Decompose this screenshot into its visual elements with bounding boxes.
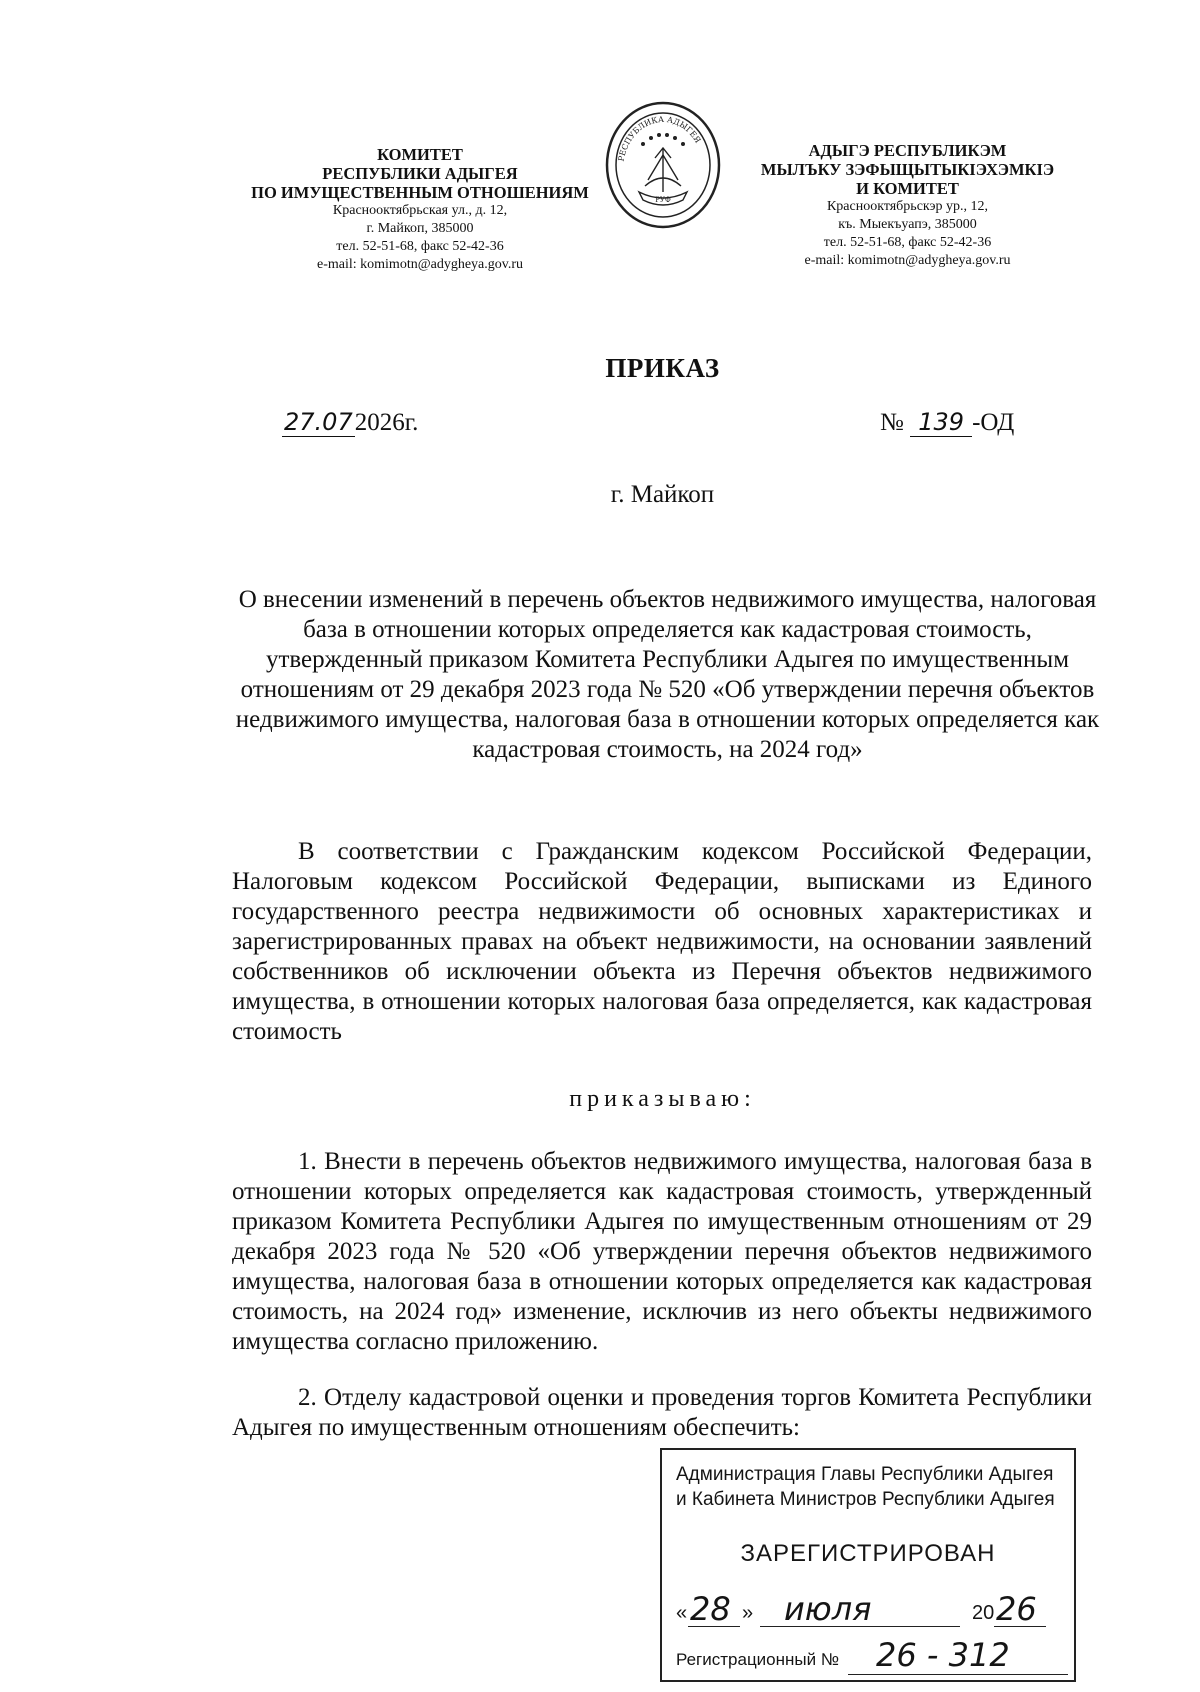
emblem-ribbon-text: РУФ — [655, 196, 671, 204]
stamp-open-quote: « — [676, 1602, 688, 1624]
org-name-line: КОМИТЕТ — [377, 145, 463, 164]
org-name-line: МЫЛЪКУ ЗЭФЫЩЫТЫКIЭХЭМКIЭ — [760, 160, 1055, 179]
stamp-reg-label: Регистрационный № — [676, 1650, 840, 1669]
city-name: г. Майкоп — [610, 481, 715, 508]
stamp-status: ЗАРЕГИСТРИРОВАН — [740, 1540, 996, 1567]
stamp-organization — [676, 1462, 1071, 1512]
order-subject: О внесении изменений в перечень объектов недвижимого имущества, налоговая база в отношении которых определяется как кадастровая стоимость, утвержденный приказом Комитета Республики Адыгея по имущественным отношениям от 29 декабря 2023 года № 520 «Об утверждении перечня объектов недвижимого имущества, налоговая база в отношении которых определяется как кадастровая стоимость, на 2024 год» — [235, 586, 1100, 763]
stamp-registration-number — [676, 1636, 1068, 1676]
stamp-reg-number: 26 - 312 — [876, 1636, 1010, 1674]
handwritten-number: 139 — [910, 408, 972, 437]
item-paragraph-1: 1. Внести в перечень объектов недвижимого имущества, налоговая база в отношении которых определяется как кадастровая стоимость, утвержденный приказом Комитета Республики Адыгея по имущественным отношениям от 29 декабря 2023 года № 520 «Об утверждении перечня объектов недвижимого имущества, налоговая база в отношении которых определяется как кадастровая стоимость, на 2024 год» изменение, исключив из него объекты недвижимого имущества согласно приложению. — [232, 1148, 1092, 1355]
email-line: e-mail: komimotn@adygheya.gov.ru — [804, 253, 1011, 268]
org-name-line: РЕСПУБЛИКИ АДЫГЕЯ — [322, 164, 518, 183]
stamp-date — [676, 1590, 1068, 1630]
stamp-month: июля — [784, 1590, 872, 1628]
phone-line: тел. 52-51-68, факс 52-42-36 — [823, 235, 992, 250]
registration-stamp — [660, 1448, 1076, 1682]
directive-word: приказываю: — [569, 1086, 756, 1112]
number-suffix: -ОД — [972, 409, 1015, 436]
order-year: 2026г. — [354, 409, 419, 436]
handwritten-date: 27.07 — [284, 408, 353, 436]
stamp-close-quote: » — [742, 1602, 754, 1624]
org-name-line: И КОМИТЕТ — [856, 179, 959, 198]
email-line: e-mail: komimotn@adygheya.gov.ru — [317, 257, 523, 272]
item-paragraph-2: 2. Отделу кадастровой оценки и проведения торгов Комитета Республики Адыгея по имущественным отношениям обеспечить: — [232, 1384, 1092, 1441]
address-line: Краснооктябрьская ул., д. 12, — [332, 203, 508, 218]
org-name-line: ПО ИМУЩЕСТВЕННЫМ ОТНОШЕНИЯМ — [251, 183, 589, 202]
stamp-year-suffix: 26 — [996, 1590, 1037, 1628]
address-line: къ. Мыекъуапэ, 385000 — [838, 217, 977, 232]
coat-of-arms-emblem-icon — [603, 100, 723, 230]
address-line: Краснооктябрьскэр ур., 12, — [826, 199, 989, 214]
order-number — [880, 408, 1014, 437]
header-right-adyghe — [735, 141, 1080, 270]
header-left-russian — [240, 145, 600, 274]
address-line: г. Майкоп, 385000 — [366, 221, 474, 236]
order-title: ПРИКАЗ — [605, 353, 720, 383]
stamp-org-line: Администрация Главы Республики Адыгея — [676, 1464, 1054, 1485]
stamp-year-prefix: 20 — [972, 1602, 995, 1624]
stamp-day: 28 — [690, 1590, 731, 1628]
phone-line: тел. 52-51-68, факс 52-42-36 — [336, 239, 504, 254]
order-date — [282, 408, 418, 437]
preamble-paragraph: В соответствии с Гражданским кодексом Российской Федерации, Налоговым кодексом Российской Федерации, выписками из Единого государственного реестра недвижимости об основных характеристиках и зарегистрированных правах на объект недвижимости, на основании заявлений собственников об исключении объекта из Перечня объектов недвижимого имущества, в отношении которых налоговая база определяется, как кадастровая стоимость — [232, 838, 1092, 1045]
org-name-line: АДЫГЭ РЕСПУБЛИКЭМ — [808, 141, 1007, 160]
emblem-ring-text: РЕСПУБЛИКА АДЫГЕЯ — [616, 114, 703, 163]
number-sign: № — [880, 409, 904, 436]
stamp-org-line: и Кабинета Министров Республики Адыгея — [676, 1489, 1055, 1510]
